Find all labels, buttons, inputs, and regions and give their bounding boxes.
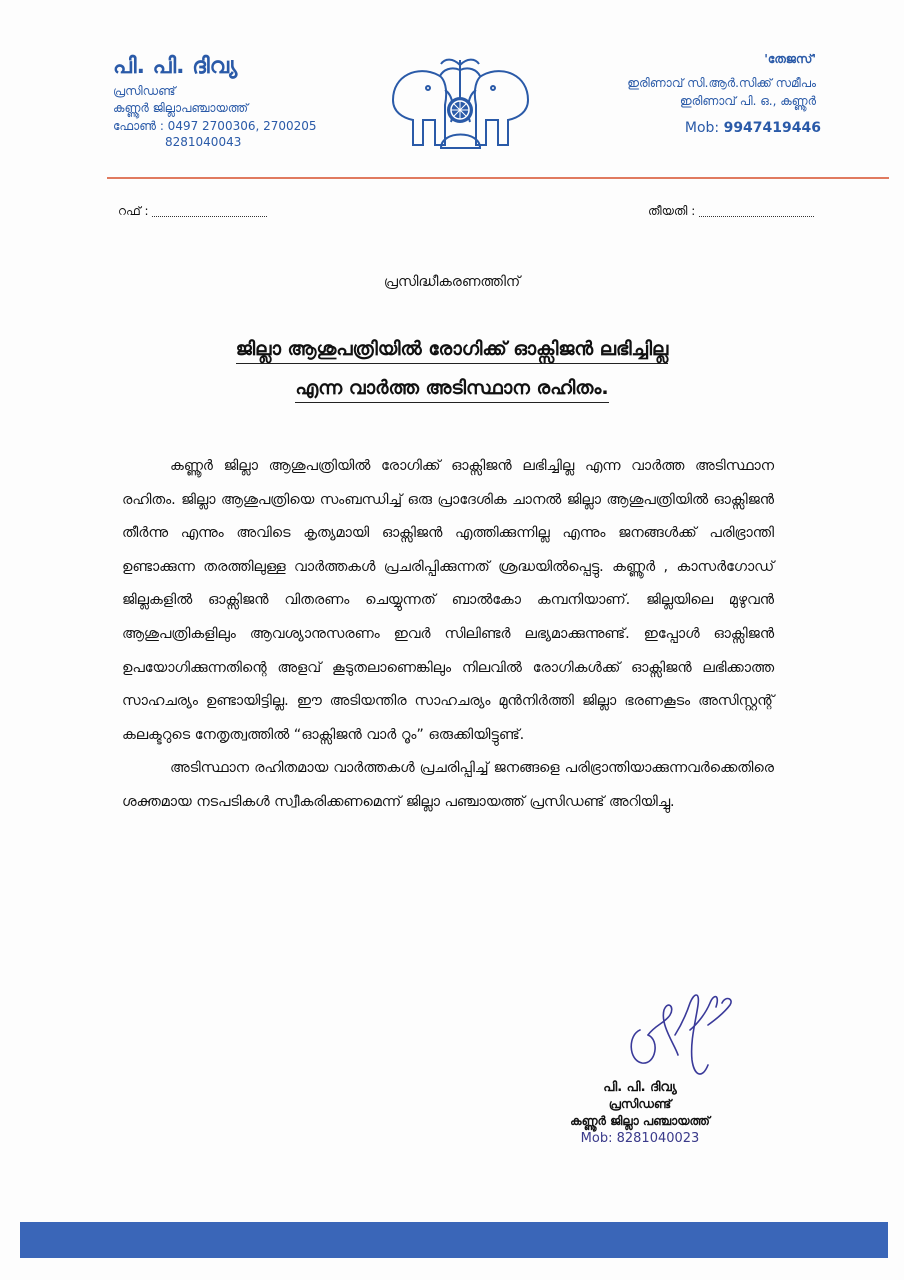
footer-bar bbox=[20, 1222, 888, 1258]
phone2-header: 8281040043 bbox=[165, 135, 242, 149]
ref-label: റഫ് : bbox=[118, 204, 149, 218]
ref-field bbox=[118, 204, 267, 219]
signatory-name: പി. പി. ദിവ്യ bbox=[603, 1080, 677, 1095]
house-name-header: 'തേജസ്' bbox=[764, 52, 816, 66]
purpose-line: പ്രസിദ്ധീകരണത്തിന് bbox=[383, 274, 521, 290]
date-dots bbox=[699, 206, 814, 217]
handwritten-signature bbox=[620, 985, 740, 1095]
phone-header: ഫോൺ : 0497 2700306, 2700205 bbox=[113, 119, 317, 133]
signatory-title: പ്രസിഡണ്ട് bbox=[608, 1097, 672, 1111]
headline-line1-text: ജില്ലാ ആശുപത്രിയിൽ രോഗിക്ക് ഓക്സിജൻ ലഭിച്ചില്ല bbox=[236, 338, 669, 364]
kerala-emblem-icon bbox=[383, 50, 538, 162]
date-label: തീയതി : bbox=[648, 204, 696, 218]
office-name-header: കണ്ണൂർ ജില്ലാപഞ്ചായത്ത് bbox=[113, 101, 249, 115]
header-divider bbox=[107, 177, 889, 179]
date-field bbox=[648, 204, 814, 219]
body-text bbox=[122, 450, 774, 820]
president-title-header: പ്രസിഡണ്ട് bbox=[113, 84, 176, 98]
headline-line1 bbox=[0, 338, 904, 360]
ref-dots bbox=[152, 206, 267, 217]
mobile-label: Mob: bbox=[684, 120, 720, 136]
president-name-header: പി. പി. ദിവ്യ bbox=[113, 54, 238, 79]
address-line1: ഇരിണാവ് സി.ആർ.സിക്ക് സമീപം bbox=[627, 76, 816, 90]
address-line2: ഇരിണാവ് പി. ഒ., കണ്ണൂർ bbox=[679, 94, 816, 108]
signatory-mobile: Mob: 8281040023 bbox=[580, 1131, 700, 1146]
body-paragraph-2: അടിസ്ഥാന രഹിതമായ വാർത്തകൾ പ്രചരിപ്പിച്ച് ജനങ്ങളെ പരിഭ്രാന്തിയാക്കുന്നവർക്കെതിരെ ശക്തമായ നടപടികൾ സ്വീകരിക്കണമെന്ന് ജില്ലാ പഞ്ചായത്ത് പ്രസിഡണ്ട് അറിയിച്ചു. bbox=[122, 760, 774, 810]
headline-line2 bbox=[0, 377, 904, 399]
signatory-office: കണ്ണൂർ ജില്ലാ പഞ്ചായത്ത് bbox=[570, 1114, 710, 1128]
headline-line2-text: എന്ന വാർത്ത അടിസ്ഥാന രഹിതം. bbox=[295, 377, 608, 403]
body-paragraph-1: കണ്ണൂർ ജില്ലാ ആശുപത്രിയിൽ രോഗിക്ക് ഓക്സിജൻ ലഭിച്ചില്ല എന്ന വാർത്ത അടിസ്ഥാന രഹിതം. ജില്ലാ ആശുപത്രിയെ സംബന്ധിച്ച് ഒരു പ്രാദേശിക ചാനൽ ജില്ലാ ആശുപത്രിയിൽ ഓക്സിജൻ തീർന്നു എന്നും അവിടെ കൃത്യമായി ഓക്സിജൻ എത്തിക്കുന്നില്ല എന്നും ജനങ്ങൾക്ക് പരിഭ്രാന്തി ഉണ്ടാക്കുന്ന തരത്തിലുള്ള വാർത്തകൾ പ്രചരിപ്പിക്കുന്നത് ശ്രദ്ധയിൽപ്പെട്ടു. കണ്ണൂർ , കാസർഗോഡ് ജില്ലകളിൽ ഓക്സിജൻ വിതരണം ചെയ്യുന്നത് ബാൽകോ കമ്പനിയാണ്. ജില്ലയിലെ മുഴുവൻ ആശുപത്രികളിലും ആവശ്യാനുസരണം ഇവർ സിലിണ്ടർ ലഭ്യമാക്കുന്നുണ്ട്. ഇപ്പോൾ ഓക്സിജൻ ഉപയോഗിക്കുന്നതിന്റെ അളവ് കൂടുതലാണെങ്കിലും നിലവിൽ രോഗികൾക്ക് ഓക്സിജൻ ലഭിക്കാത്ത സാഹചര്യം ഉണ്ടായിട്ടില്ല. ഈ അടിയന്തിര സാഹചര്യം മുൻനിർത്തി ജില്ലാ ഭരണകൂടം അസിസ്റ്റന്റ് കലക്ടറുടെ നേതൃത്വത്തിൽ “ഓക്സിജൻ വാർ റൂം” ഒരുക്കിയിട്ടുണ്ട്. bbox=[122, 458, 774, 743]
mobile-header bbox=[685, 120, 821, 136]
mobile-value: 9947419446 bbox=[723, 120, 821, 136]
